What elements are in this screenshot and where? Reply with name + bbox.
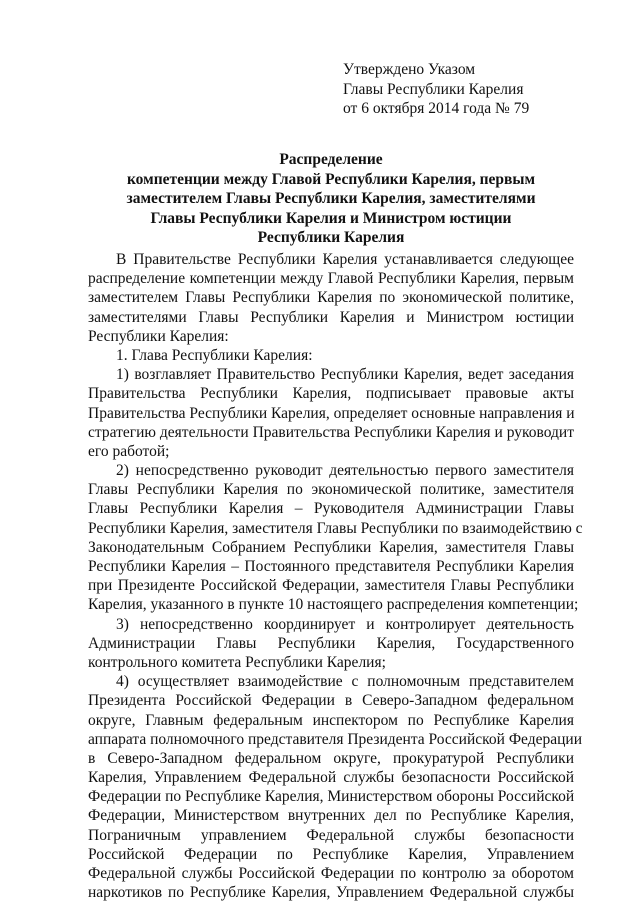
body-line: Администрации Главы Республики Карелия, Государственного bbox=[88, 634, 574, 652]
body-line: Правительства Республики Карелия, подписывает правовые акты bbox=[88, 385, 574, 403]
body-line: Карелия, Управлением Федеральной службы безопасности Российской bbox=[88, 769, 574, 787]
approval-stamp bbox=[343, 60, 529, 119]
body-line: Федеральной службы Российской Федерации по контролю за оборотом bbox=[88, 865, 574, 882]
approval-line: Утверждено Указом bbox=[343, 61, 476, 78]
approval-line: Главы Республики Карелия bbox=[343, 80, 524, 98]
body-line: заместителями Главы Республики Карелия и Министром юстиции bbox=[88, 308, 574, 326]
body-line: 1) возглавляет Правительство Республики Карелия, ведет заседания bbox=[116, 366, 574, 384]
body-line: стратегию деятельности Правительства Республики Карелия и руководит bbox=[88, 423, 574, 441]
body-line: наркотиков по Республике Карелия, Управлением Федеральной службы bbox=[88, 884, 574, 902]
body-line: Республики Карелия – Постоянного представителя Республики Карелия bbox=[88, 558, 574, 575]
body-line: 3) непосредственно координирует и контролирует деятельность bbox=[116, 615, 574, 633]
title-line: Распределение bbox=[279, 151, 383, 168]
body-line: заместителем Главы Республики Карелия по экономической политике, bbox=[88, 289, 574, 307]
body-line: Законодательным Собранием Республики Карелия, заместителя Главы bbox=[88, 538, 574, 556]
body-line: 1. Глава Республики Карелия: bbox=[116, 346, 313, 364]
title-line: заместителем Главы Республики Карелия, заместителями bbox=[126, 190, 536, 207]
body-line: Российской Федерации по Республике Карелия, Управлением bbox=[88, 845, 574, 863]
body-line: Федерации по Республике Карелия, Министерством обороны Российской bbox=[88, 788, 575, 806]
body-line: 4) осуществляет взаимодействие с полномочным представителем bbox=[116, 673, 574, 691]
body-line: аппарата полномочного представителя Президента Российской Федерации bbox=[88, 730, 583, 748]
body-line: В Правительстве Республики Карелия устанавливается следующее bbox=[116, 251, 574, 268]
body-line: распределение компетенции между Главой Республики Карелия, первым bbox=[88, 270, 574, 288]
body-line: в Северо-Западном федеральном округе, прокуратурой Республики bbox=[88, 749, 574, 767]
body-line: Республики Карелия, заместителя Главы Республики по взаимодействию с bbox=[88, 519, 583, 537]
approval-line: от 6 октября 2014 года № 79 bbox=[343, 100, 530, 117]
body-line: Республики Карелия: bbox=[88, 327, 229, 345]
body-line: при Президенте Российской Федерации, заместителя Главы Республики bbox=[88, 577, 574, 595]
title-line: Республики Карелия bbox=[257, 229, 405, 246]
body-line: Главы Республики Карелия по экономической политике, заместителя bbox=[88, 481, 574, 499]
body-line: Пограничным управлением Федеральной службы безопасности bbox=[88, 826, 574, 844]
body-line: Карелия, указанного в пункте 10 настоящего распределения компетенции; bbox=[88, 596, 579, 614]
body-line: округе, Главным федеральным инспектором по Республике Карелия bbox=[88, 711, 574, 729]
title-line: Главы Республики Карелия и Министром юстиции bbox=[150, 209, 512, 227]
document-body bbox=[88, 250, 583, 902]
body-line: 2) непосредственно руководит деятельностью первого заместителя bbox=[116, 462, 574, 480]
body-line: его работой; bbox=[88, 442, 170, 460]
document-title bbox=[88, 150, 574, 248]
body-line: контрольного комитета Республики Карелия; bbox=[88, 653, 386, 671]
body-line: Правительства Республики Карелия, определяет основные направления и bbox=[88, 404, 575, 422]
body-line: Федерации, Министерством внутренних дел по Республике Карелия, bbox=[88, 807, 574, 825]
body-line: Президента Российской Федерации в Северо-Западном федеральном bbox=[88, 692, 574, 710]
title-line: компетенции между Главой Республики Карелия, первым bbox=[126, 170, 536, 188]
body-line: Главы Республики Карелия – Руководителя Администрации Главы bbox=[88, 500, 574, 518]
